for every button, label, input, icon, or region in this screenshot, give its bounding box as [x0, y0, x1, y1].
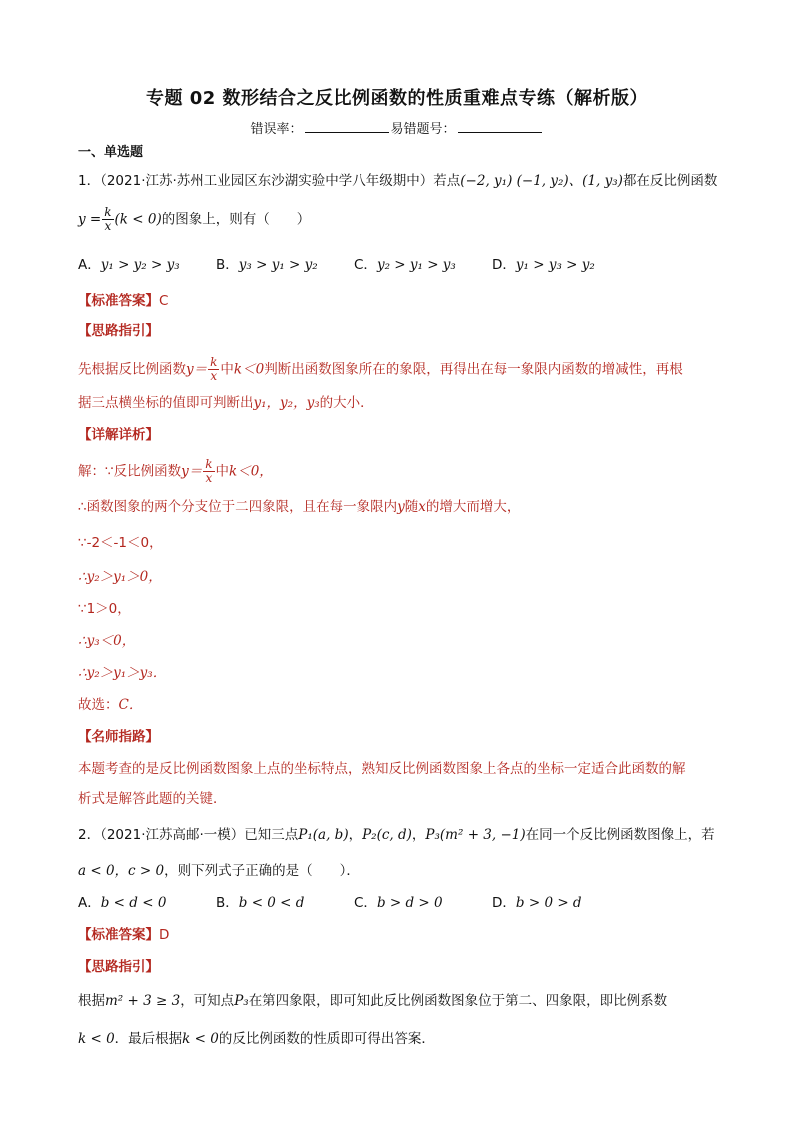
- hint-text: 的大小．: [319, 395, 374, 411]
- q1-detail-line-7: ∴y₂＞y₁＞y₃．: [78, 665, 167, 681]
- hint-text: 据三点横坐标的值即可判断出: [78, 395, 254, 411]
- q1-stem-line-1: [78, 170, 716, 192]
- q1-answer: [78, 290, 716, 312]
- hint-text: 的反比例函数的性质即可得出答案．: [218, 1031, 435, 1047]
- q1-options: [78, 254, 716, 276]
- q1-detail-line-6: ∴y₃＜0，: [78, 633, 136, 649]
- detail-math: x: [418, 499, 426, 515]
- q2-option-c[interactable]: [354, 892, 443, 914]
- error-stat-line: [0, 118, 794, 137]
- q2-options: [78, 892, 716, 914]
- q2-stem-text-2: 在同一个反比例函数图像上，若: [525, 827, 715, 843]
- q1-stem-text: 1．（2021·江苏·苏州工业园区东沙湖实验中学八年级期中）若点: [78, 173, 461, 189]
- hint-math: k < 0: [182, 1031, 219, 1047]
- q1-fraction: [102, 206, 113, 233]
- error-rate-blank[interactable]: [305, 120, 389, 133]
- fraction-numerator: k: [210, 355, 218, 369]
- fraction-numerator: k: [205, 457, 213, 471]
- q2-stem-line-1: 2．（2021·江苏高邮·一模）已知三点P₁(a, b)，P₂(c, d)，P₃(m² + 3, −1)在同一个反比例函数图像上，若: [78, 827, 715, 843]
- fraction-numerator: k: [104, 205, 112, 219]
- q1-option-a[interactable]: [78, 254, 180, 276]
- fraction-denominator: x: [205, 471, 213, 485]
- detail-math: y: [397, 499, 405, 515]
- q1-detail-line-1: [78, 458, 716, 485]
- q1-stem-text-2: 都在反比例函数: [622, 173, 718, 189]
- q1-func-y: y =: [78, 211, 102, 228]
- option-letter: A．: [78, 895, 101, 911]
- q1-points: (−2, y₁) (−1, y₂)、(1, y₃): [460, 173, 623, 189]
- q1-condition: (k < 0): [114, 211, 162, 228]
- q1-teacher-line-2: 析式是解答此题的关键．: [78, 791, 227, 807]
- detail-text: ∴函数图象的两个分支位于二四象限，且在每一象限内: [78, 499, 398, 515]
- page-title: 专题 02 数形结合之反比例函数的性质重难点专练（解析版）: [145, 88, 649, 109]
- q2-hint-line-2: [78, 1028, 716, 1050]
- error-numbers-blank[interactable]: [458, 120, 542, 133]
- option-letter: A．: [78, 257, 101, 273]
- q1-stem-line-2: [78, 206, 716, 233]
- option-text: y₁ > y₃ > y₂: [515, 257, 595, 273]
- q1-hint-label: 【思路指引】: [78, 323, 159, 339]
- error-rate-label: 错误率：: [250, 122, 303, 137]
- q2-point-1: P₁(a, b): [298, 827, 349, 843]
- q1-teacher-line-1: 本题考查的是反比例函数图象上点的坐标特点，熟知反比例函数图象上各点的坐标一定适合此函数的解: [78, 761, 686, 777]
- option-letter: B．: [216, 895, 239, 911]
- detail-text: 中: [215, 463, 230, 480]
- hint-text: 在第四象限，即可知此反比例函数图象位于第二、四象限，即比例系数: [248, 993, 668, 1009]
- option-text: y₁ > y₂ > y₃: [100, 257, 180, 273]
- hint-math: y₁，y₂，y₃: [253, 395, 320, 411]
- option-letter: C．: [354, 257, 377, 273]
- option-letter: D．: [492, 895, 516, 911]
- hint-text: 判断出函数图象所在的象限，再得出在每一象限内函数的增减性，再根: [264, 361, 683, 378]
- q2-stem-text: 2．（2021·江苏高邮·一模）已知三点: [78, 827, 299, 843]
- hint-text: 根据: [78, 993, 105, 1009]
- detail-math: C．: [118, 697, 143, 713]
- q1-detail-line-2: [78, 496, 716, 518]
- option-text: b > 0 > d: [515, 895, 582, 911]
- q1-detail-line-4: ∴y₂＞y₁＞0，: [78, 569, 162, 585]
- hint-math: k＜0: [233, 361, 265, 378]
- option-letter: B．: [216, 257, 239, 273]
- q2-option-b[interactable]: [216, 892, 304, 914]
- answer-value: D: [159, 927, 170, 943]
- q2-stem-line-2: [78, 860, 716, 882]
- q1-detail-fraction: [203, 458, 214, 485]
- detail-text: 解：∵反比例函数: [78, 463, 182, 480]
- q2-hint-line-1: [78, 990, 716, 1012]
- q1-option-d[interactable]: [492, 254, 595, 276]
- hint-text: ，可知点: [180, 993, 235, 1009]
- answer-label: 【标准答案】: [78, 293, 159, 309]
- q1-option-b[interactable]: [216, 254, 318, 276]
- q2-condition: a < 0，c > 0: [78, 863, 165, 879]
- q1-hint-fraction: [208, 356, 219, 383]
- option-letter: D．: [492, 257, 516, 273]
- error-numbers-label: 易错题号：: [390, 122, 456, 137]
- detail-text: 的增大而增大，: [425, 499, 521, 515]
- detail-math: k＜0，: [229, 463, 273, 480]
- q1-teacher-label: 【名师指路】: [78, 729, 159, 745]
- hint-math: m² + 3 ≥ 3: [105, 993, 181, 1009]
- detail-text: 随: [404, 499, 419, 515]
- fraction-denominator: x: [210, 369, 218, 383]
- option-letter: C．: [354, 895, 377, 911]
- q1-option-c[interactable]: [354, 254, 456, 276]
- detail-math: y＝: [181, 463, 203, 480]
- q2-answer: [78, 924, 716, 946]
- option-text: y₃ > y₁ > y₂: [238, 257, 318, 273]
- q1-detail-line-8: [78, 694, 716, 716]
- option-text: y₂ > y₁ > y₃: [376, 257, 456, 273]
- q2-option-a[interactable]: [78, 892, 166, 914]
- hint-text: 中: [220, 361, 234, 378]
- q2-option-d[interactable]: [492, 892, 582, 914]
- q2-point-2: P₂(c, d): [362, 827, 412, 843]
- answer-label: 【标准答案】: [78, 927, 159, 943]
- q2-stem-text-3: ，则下列式子正确的是（ ）．: [164, 863, 360, 879]
- hint-text: 先根据反比例函数: [78, 361, 186, 378]
- q1-stem-text-3: 的图象上，则有（ ）: [161, 211, 311, 228]
- hint-math: P₃: [234, 993, 249, 1009]
- option-text: b < d < 0: [100, 895, 167, 911]
- answer-value: C: [159, 293, 169, 309]
- q2-hint-label: 【思路指引】: [78, 959, 159, 975]
- hint-math: k < 0: [78, 1031, 115, 1047]
- q1-detail-label: 【详解详析】: [78, 427, 159, 443]
- hint-math: y＝: [186, 361, 208, 378]
- section-heading: 一、单选题: [78, 145, 144, 160]
- q1-detail-line-3: ∵-2＜-1＜0，: [78, 535, 163, 551]
- option-text: b < 0 < d: [238, 895, 305, 911]
- option-text: b > d > 0: [376, 895, 443, 911]
- q1-detail-line-5: ∵1＞0，: [78, 601, 131, 617]
- q1-hint-line-2: [78, 392, 716, 414]
- detail-text: 故选：: [78, 697, 119, 713]
- hint-text: ．最后根据: [114, 1031, 183, 1047]
- q1-hint-line-1: [78, 356, 716, 383]
- fraction-denominator: x: [104, 219, 112, 233]
- q2-point-3: P₃(m² + 3, −1): [425, 827, 526, 843]
